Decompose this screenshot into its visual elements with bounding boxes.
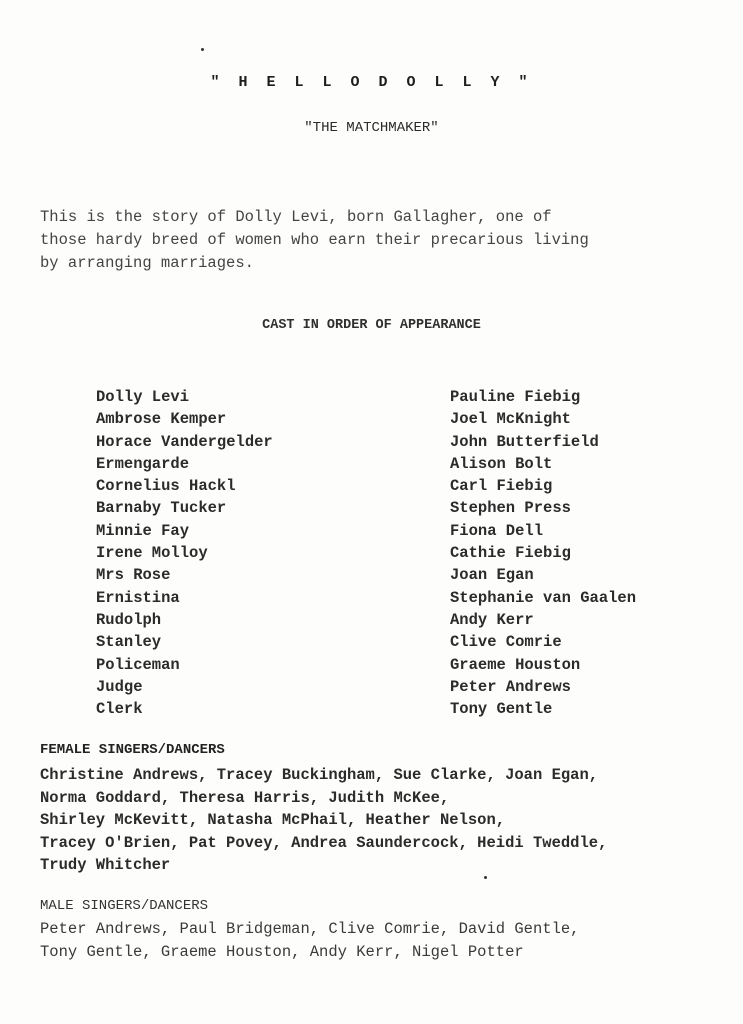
cast-actor: Carl Fiebig [450,477,553,496]
cast-role: Policeman [96,655,180,674]
cast-role: Horace Vandergelder [96,432,273,451]
cast-actor: Clive Comrie [450,633,562,652]
cast-role: Ambrose Kemper [96,410,227,429]
cast-roles-column [96,386,273,720]
female-singers-line: Tracey O'Brien, Pat Povey, Andrea Saundercock, Heidi Tweddle, [40,833,608,852]
male-singers-line: Tony Gentle, Graeme Houston, Andy Kerr, Nigel Potter [40,942,524,961]
cast-actor: Andy Kerr [450,610,534,629]
cast-role: Minnie Fay [96,521,190,540]
cast-role: Stanley [96,633,162,652]
cast-role: Barnaby Tucker [96,499,227,518]
cast-actor: Stephanie van Gaalen [450,588,637,607]
cast-actors-column [450,386,636,720]
cast-role: Dolly Levi [96,388,190,406]
cast-role: Clerk [96,700,143,719]
male-singers-line: Peter Andrews, Paul Bridgeman, Clive Comrie, David Gentle, [40,920,580,938]
cast-actor: Joel McKnight [450,410,571,429]
cast-role: Judge [96,677,143,696]
cast-actor: Joan Egan [450,566,534,585]
cast-actor: Cathie Fiebig [450,544,571,563]
female-singers-line: Christine Andrews, Tracey Buckingham, Sue Clarke, Joan Egan, [40,766,599,784]
cast-actor: Stephen Press [450,499,571,518]
cast-actor: Pauline Fiebig [450,388,581,406]
cast-actor: Peter Andrews [450,677,571,696]
cast-role: Irene Molloy [96,544,208,563]
intro-paragraph [40,206,730,275]
female-singers-line: Norma Goddard, Theresa Harris, Judith McKee, [40,788,450,807]
cast-role: Ermengarde [96,454,190,473]
female-singers-list [40,764,730,877]
female-singers-line: Shirley McKevitt, Natasha McPhail, Heather Nelson, [40,811,506,829]
intro-line: those hardy breed of women who earn their precarious living [40,231,589,249]
cast-actor: Alison Bolt [450,454,553,473]
show-subtitle: "THE MATCHMAKER" [304,120,439,136]
show-title: " H E L L O D O L L Y " [210,74,533,91]
cast-actor: Graeme Houston [450,655,581,674]
ink-speck [201,48,204,51]
cast-actor: Tony Gentle [450,700,553,719]
cast-actor: Fiona Dell [450,521,544,540]
male-singers-heading: MALE SINGERS/DANCERS [40,898,209,914]
intro-line: by arranging marriages. [40,254,254,272]
cast-role: Rudolph [96,610,162,629]
cast-role: Cornelius Hackl [96,477,236,496]
female-singers-heading: FEMALE SINGERS/DANCERS [40,742,225,758]
cast-actor: John Butterfield [450,432,599,451]
cast-heading: CAST IN ORDER OF APPEARANCE [262,318,481,333]
female-singers-line: Trudy Whitcher [40,856,171,874]
cast-role: Mrs Rose [96,566,171,585]
intro-line: This is the story of Dolly Levi, born Gallagher, one of [40,208,552,226]
male-singers-list [40,918,730,963]
cast-role: Ernistina [96,588,180,607]
